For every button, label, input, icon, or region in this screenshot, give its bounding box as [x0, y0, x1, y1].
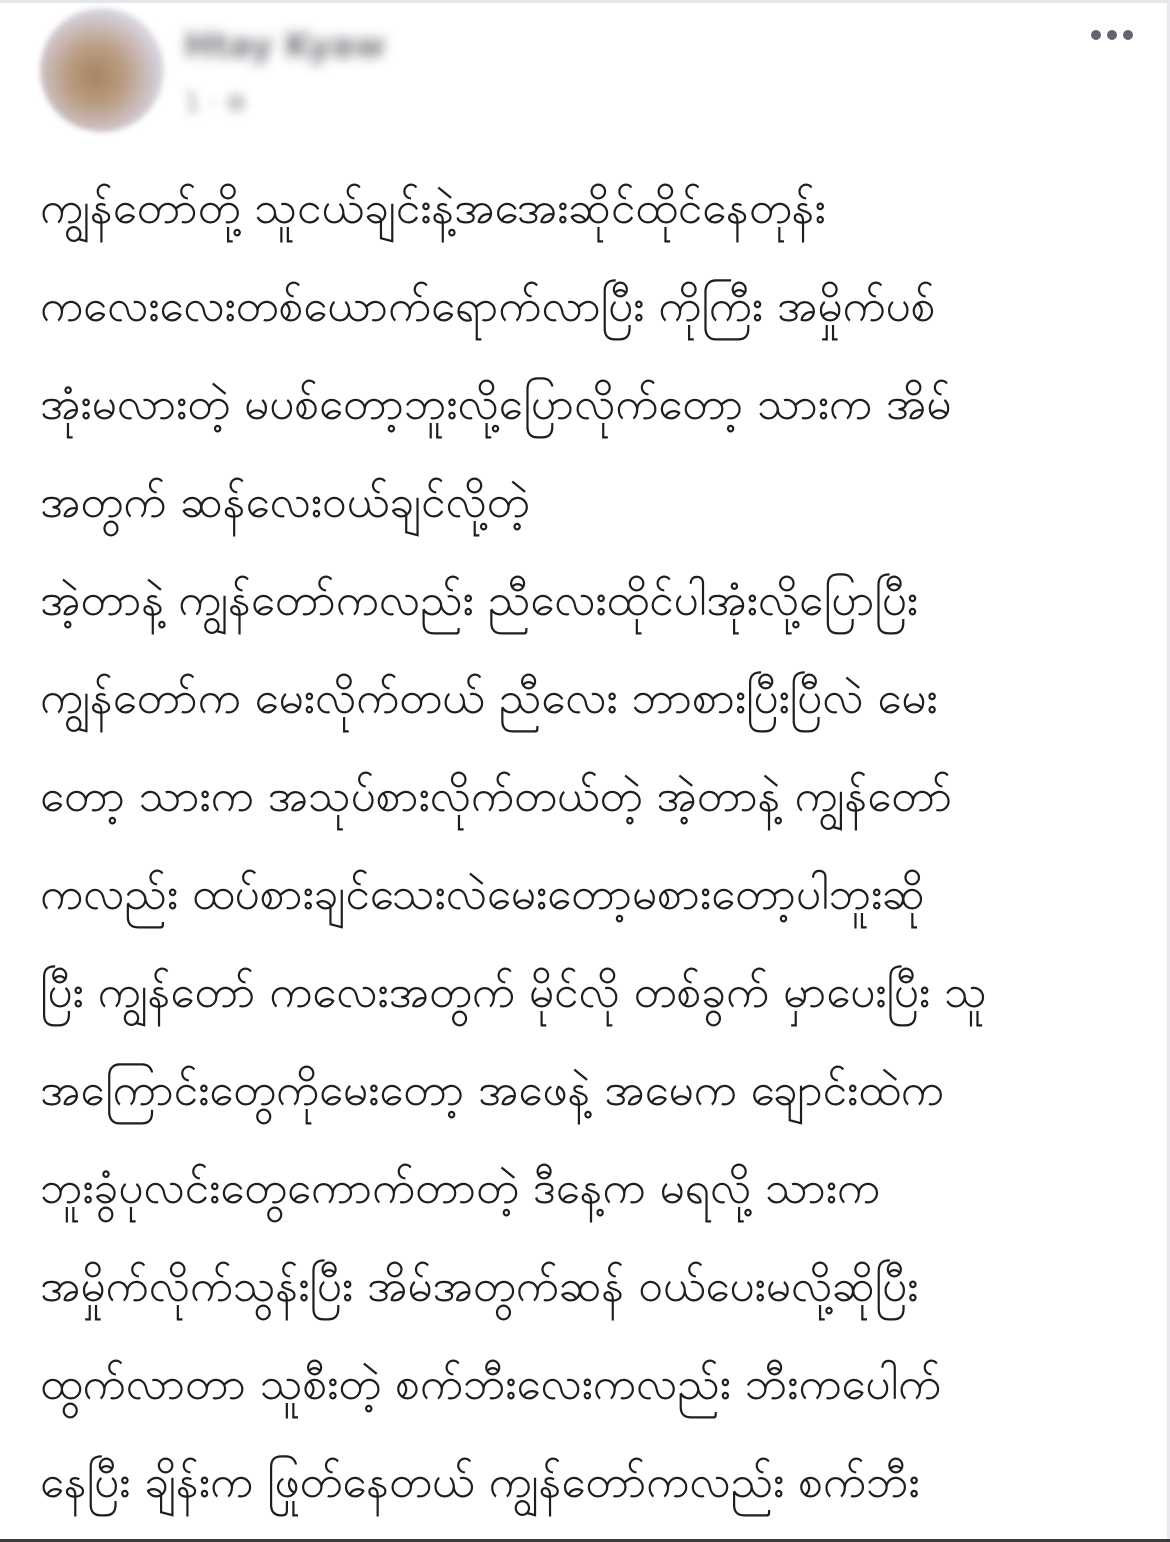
- post-text-line: အမှိုက်လိုက်သွန်းပြီး အိမ်အတွက်ဆန် ဝယ်ပေးမလို့ဆိုပြီး: [40, 1261, 919, 1312]
- author-name[interactable]: Htay Kyaw: [184, 26, 386, 66]
- author-avatar[interactable]: [40, 8, 164, 132]
- post-text-line: ထွက်လာတာ သူစီးတဲ့ စက်ဘီးလေးကလည်း ဘီးကပေါက်: [40, 1359, 942, 1410]
- post-text-line: အတွက် ဆန်လေးဝယ်ချင်လို့တဲ့: [40, 477, 530, 528]
- more-horizontal-icon: [1107, 30, 1117, 40]
- more-options-button[interactable]: [1084, 20, 1140, 50]
- post-text-line: အဲ့တာနဲ့ ကျွန်တော်ကလည်း ညီလေးထိုင်ပါအုံးလို့ပြောပြီး: [40, 575, 918, 626]
- post-text-line: ကျွန်တော်တို့ သူငယ်ချင်းနဲ့အအေးဆိုင်ထိုင်နေတုန်း: [40, 183, 826, 234]
- more-horizontal-icon: [1123, 30, 1133, 40]
- post-text-line: ကလည်း ထပ်စားချင်သေးလဲမေးတော့မစားတော့ပါဘူးဆို: [40, 869, 925, 920]
- post-text-line: ကျွန်တော်က မေးလိုက်တယ် ညီလေး ဘာစားပြီးပြီလဲ မေး: [40, 673, 938, 724]
- post-meta: 1 · ⊕: [184, 88, 248, 118]
- post-header: [0, 0, 1170, 150]
- post-text-line: ကလေးလေးတစ်ယောက်ရောက်လာပြီး ကိုကြီး အမှိုက်ပစ်: [40, 281, 936, 332]
- post-text-line: အုံးမလားတဲ့ မပစ်တော့ဘူးလို့ပြောလိုက်တော့ သားက အိမ်: [40, 379, 952, 430]
- post-text-line: တော့ သားက အသုပ်စားလိုက်တယ်တဲ့ အဲ့တာနဲ့ ကျွန်တော်: [40, 771, 953, 822]
- post-text-line: အကြောင်းတွေကိုမေးတော့ အဖေနဲ့ အမေက ချောင်းထဲက: [40, 1065, 944, 1116]
- post-text-line: ပြီး ကျွန်တော် ကလေးအတွက် မိုင်လို တစ်ခွက် မှာပေးပြီး သူ: [40, 967, 987, 1018]
- post-text: [40, 160, 1150, 1532]
- post-text-line: ဘူးခွံပုလင်းတွေကောက်တာတဲ့ ဒီနေ့က မရလို့ သားက: [40, 1163, 880, 1214]
- more-horizontal-icon: [1091, 30, 1101, 40]
- post-text-line: နေပြီး ချိန်းက ဖြုတ်နေတယ် ကျွန်တော်ကလည်း စက်ဘီး: [40, 1457, 920, 1508]
